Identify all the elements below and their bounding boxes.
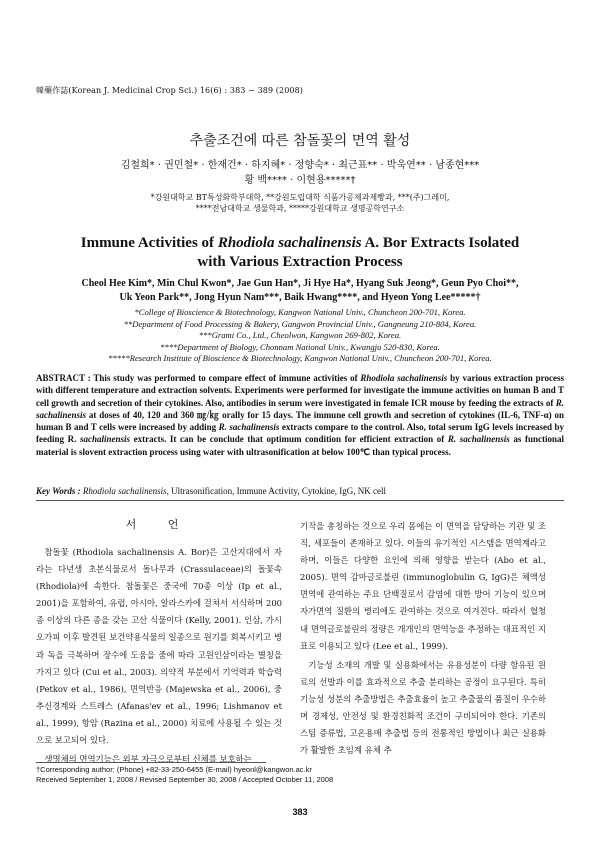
abstract-text: extracts compare to the control. Also, total serum IgG levels increased by feeding R. [36, 422, 564, 445]
english-title [20, 234, 580, 272]
abstract-text: This study was performed to compare effect of immune activities of [93, 373, 361, 383]
abstract-species: sachalinensis [79, 434, 130, 445]
english-affiliation: **Department of Food Processing & Bakery, Gangwon Provincial Univ., Gangneung 210-804, Korea. [123, 318, 477, 329]
body-paragraph: 생명체의 면역기능은 외부 자극으로부터 신체를 보호하는 [44, 754, 252, 765]
received-dates: Received September 1, 2008 / Revised September 30, 2008 / Accepted October 11, 2008 [36, 775, 334, 784]
korean-affil-line1: *강원대학교 BT특성화학부대학, **강원도립대학 식품가공제과제빵과, ***(주)그레미, [150, 193, 450, 202]
english-affiliations [20, 307, 580, 365]
left-column [36, 518, 282, 770]
body-paragraph: 기작을 총칭하는 것으로 우리 몸에는 이 면역을 담당하는 기관 및 조직, 세포들이 존재하고 있다. 이들의 유기적인 시스템을 면역계라고 하며, 이들은 다양한 요인에 의해 영향을 받는다 (Abo et al., 2005). 면역 감마글로불린 (immunoglobulin G, IgG)은 체액성 면역에 관여하는 주요 단백질로서 감염에 대한 방어 기능이 있으며 자가면역 질환의 병리에도 관여하는 것으로 여겨진다. 따라서 혈청 내 면역글로불린의 정량은 개개인의 면역능을 추정하는 대표적인 지표로 이용되고 있다 (Lee et al., 1999). [300, 521, 546, 651]
abstract-species: R. sachalinensis [447, 434, 510, 445]
body-paragraph: 기능성 소재의 개발 및 실용화에서는 유용성분이 다량 함유된 원료의 선발과 이를 효과적으로 추출 분리하는 공정이 요구된다. 특히 기능성 성분의 추출방법은 추출효율이 높고 추출물의 품질이 우수하며 경제성, 안전성 및 환경친화적 조건이 구비되어야 한다. 기존의 스팀 증류법, 고온용매 추출법 등의 전통적인 방법이나 최근 실용화가 활발한 초임계 유체 추 [300, 659, 546, 756]
english-authors [20, 277, 580, 305]
english-affiliation: *****Research Institute of Bioscience & Biotechnology, Kangwon National Univ., Chuncheon 200-701, Korea. [108, 353, 492, 363]
english-title-line2: with Various Extraction Process [197, 254, 403, 270]
keywords-species: Rhodiola sachalinensis [82, 486, 167, 496]
english-affiliation: ***Grami Co., Ltd., Cheolwon, Kangwon 269-802, Korea. [198, 330, 402, 340]
footnote-rule [36, 762, 266, 763]
abstract-species: R. sachalinensis [218, 422, 280, 433]
korean-authors [40, 158, 560, 188]
english-authors-line2: Uk Yeon Park**, Jong Hyun Nam***, Baik Hwang****, and Hyeon Yong Lee*****† [119, 292, 481, 303]
korean-title: 추출조건에 따른 참돌꽃의 면역 활성 [189, 133, 411, 149]
section-divider [36, 500, 564, 501]
english-affiliation: ****Department of Biology, Chonnam National Univ., Kwangju 520-830, Korea. [160, 341, 440, 352]
korean-authors-line1: 김철희* · 권민철* · 한재건* · 하지혜* · 정향숙* · 최근표** · 박욱연** · 남종현*** [120, 160, 480, 171]
page-number: 383 [292, 807, 308, 817]
english-title-line1 [20, 234, 580, 253]
right-column [300, 518, 546, 761]
english-affiliation: *College of Bioscience & Biotechnology, Kangwon National Univ., Chuncheon 200-701, Korea. [134, 307, 466, 317]
english-authors-line1: Cheol Hee Kim*, Min Chul Kwon*, Jae Gun Han*, Ji Hye Ha*, Hyang Suk Jeong*, Geun Pyo Choi**, [81, 278, 519, 289]
abstract-text: extracts. It can be conclude that optimum condition for efficient extraction of [129, 434, 448, 445]
abstract-text: as functional material is slovent extraction process using water with ultrasonification at below 100℃ than typical process. [36, 434, 564, 457]
section-heading-introduction: 서 언 [125, 518, 193, 531]
abstract-species: Rhodiola sachalinensis [360, 373, 448, 383]
keywords-label: Key Words : [36, 486, 83, 496]
korean-affiliations [40, 192, 560, 214]
footnote [36, 765, 564, 785]
korean-authors-line2: 황 백**** · 이현용*****† [244, 175, 356, 186]
english-title-post: A. Bor Extracts Isolated [361, 235, 520, 251]
abstract-species: R. sachalinensis [36, 397, 564, 420]
english-title-species: Rhodiola sachalinensis [217, 235, 362, 251]
abstract-text: by various extraction process with different temperature and extraction solvents. Experiments were performed for investigate the immune activities on human B and T cell growth and secretion of their cytokines. Also, antibodies in serum were investigated in female ICR mouse by feeding the extracts of [36, 373, 564, 408]
abstract-label: ABSTRACT : [36, 373, 94, 383]
english-title-pre: Immune Activities of [80, 235, 218, 251]
keywords-list: , Ultrasonification, Immune Activity, Cytokine, IgG, NK cell [166, 486, 387, 496]
journal-citation: 韓藥作誌(Korean J. Medicinal Crop Sci.) 16(6) : 383 ~ 389 (2008) [36, 86, 303, 95]
korean-affil-line2: ****전남대학교 생물학과, *****강원대학교 생명공학연구소 [195, 204, 405, 213]
corresponding-author: †Corresponding author: (Phone) +82-33-250-6455 (E-mail) hyeonl@kangwon.ac.kr [36, 765, 312, 774]
body-paragraph: 참돌꽃 (Rhodiola sachalinensis A. Bor)은 고산지대에서 자라는 다년생 초본식물로서 돌나무과 (Crassulaceae)의 돌꽃속 (Rhodiola)에 속한다. 참돌꽃은 중국에 70종 이상 (Ip et al., 2001)을 포함하여, 유럽, 아시아, 알라스카에 걸쳐서 서식하며 200종 이상의 다른 종을 갖는 고산 식물이다 (Kelly, 2001). 인삼, 가시오가피 이후 발견된 보건약용식물의 일종으로 원기를 회복시키고 병과 독을 극복하며 장수에 도움을 줌에 따라 고원인삼이라는 별칭을 가지고 있다 (Cui et al., 2003). 의약적 부분에서 기억력과 학습력 (Petkov et al., 1986), 면역반응 (Majewska et al., 2006), 중추신경계와 스트레스 (Afanas'ev et al., 1996; Lishmanov et al., 1999), 항암 (Razina et al., 2000) 치료에 사용될 수 있는 것으로 보고되어 있다. [36, 547, 282, 746]
abstract [36, 372, 564, 458]
abstract-text: at doses of 40, 120 and 360 ㎎/㎏ orally for 15 days. The immune cell growth and secretion of cytokines (IL-6, TNF-α) on human B and T cells were increased by adding [36, 409, 564, 433]
keywords [36, 486, 564, 496]
